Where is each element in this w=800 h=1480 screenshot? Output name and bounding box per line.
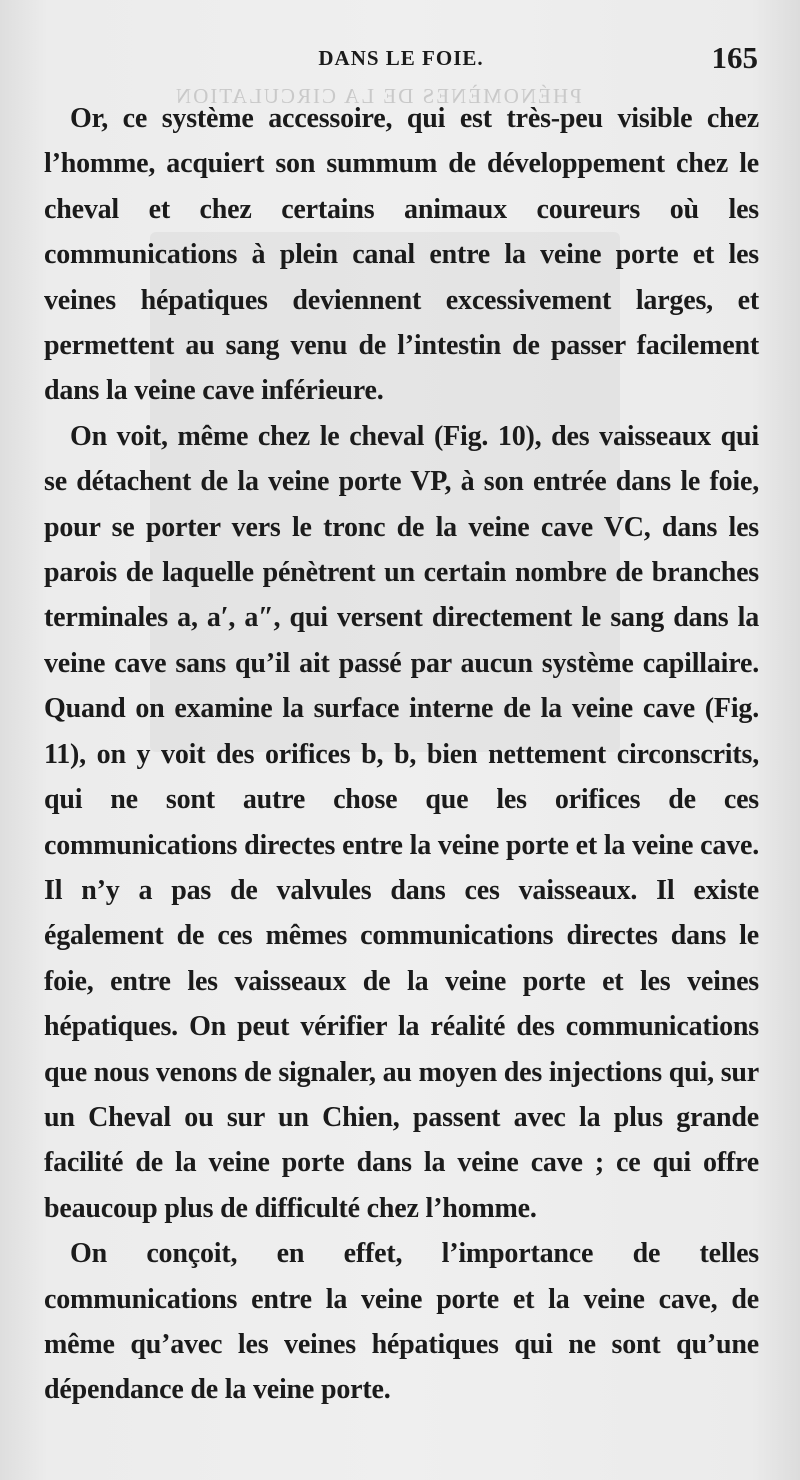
- page-number: 165: [711, 40, 758, 75]
- paragraph-1: Or, ce système accessoire, qui est très-peu visible chez l’homme, acquiert son summum de développement chez le cheval et chez certains animaux coureurs où les communications à plein canal entre la veine porte et les veines hépatiques deviennent excessivement larges, et permettent au sang venu de l’intestin de passer facilement dans la veine cave inférieure.: [44, 103, 759, 407]
- paragraph-3: On conçoit, en effet, l’importance de telles communications entre la veine porte et la veine cave, de même qu’avec les veines hépatiques qui ne sont qu’une dépendance de la veine porte.: [44, 1238, 759, 1406]
- paragraph-2: On voit, même chez le cheval (Fig. 10), des vaisseaux qui se détachent de la veine porte VP, à son entrée dans le foie, pour se porter vers le tronc de la veine cave VC, dans les parois de laquelle pénètrent un certain nombre de branches terminales a, a′, a″, qui versent directement le sang dans la veine cave sans qu’il ait passé par aucun système capillaire. Quand on examine la surface interne de la veine cave (Fig. 11), on y voit des orifices b, b, bien nettement circonscrits, qui ne sont autre chose que les orifices de ces communications directes entre la veine porte et la veine cave. Il n’y a pas de valvules dans ces vaisseaux. Il existe également de ces mêmes communications directes dans le foie, entre les vaisseaux de la veine porte et les veines hépatiques. On peut vérifier la réalité des communications que nous venons de signaler, au moyen des injections qui, sur un Cheval ou sur un Chien, passent avec la plus grande facilité de la veine porte dans la veine cave ; ce qui offre beaucoup plus de difficulté chez l’homme.: [44, 420, 759, 1224]
- page-header: [44, 40, 758, 108]
- running-title: DANS LE FOIE.: [318, 46, 484, 70]
- body-text: [44, 96, 759, 1413]
- bleed-through-text: PHÉNOMÈNES DE LA CIRCULATION: [174, 84, 582, 108]
